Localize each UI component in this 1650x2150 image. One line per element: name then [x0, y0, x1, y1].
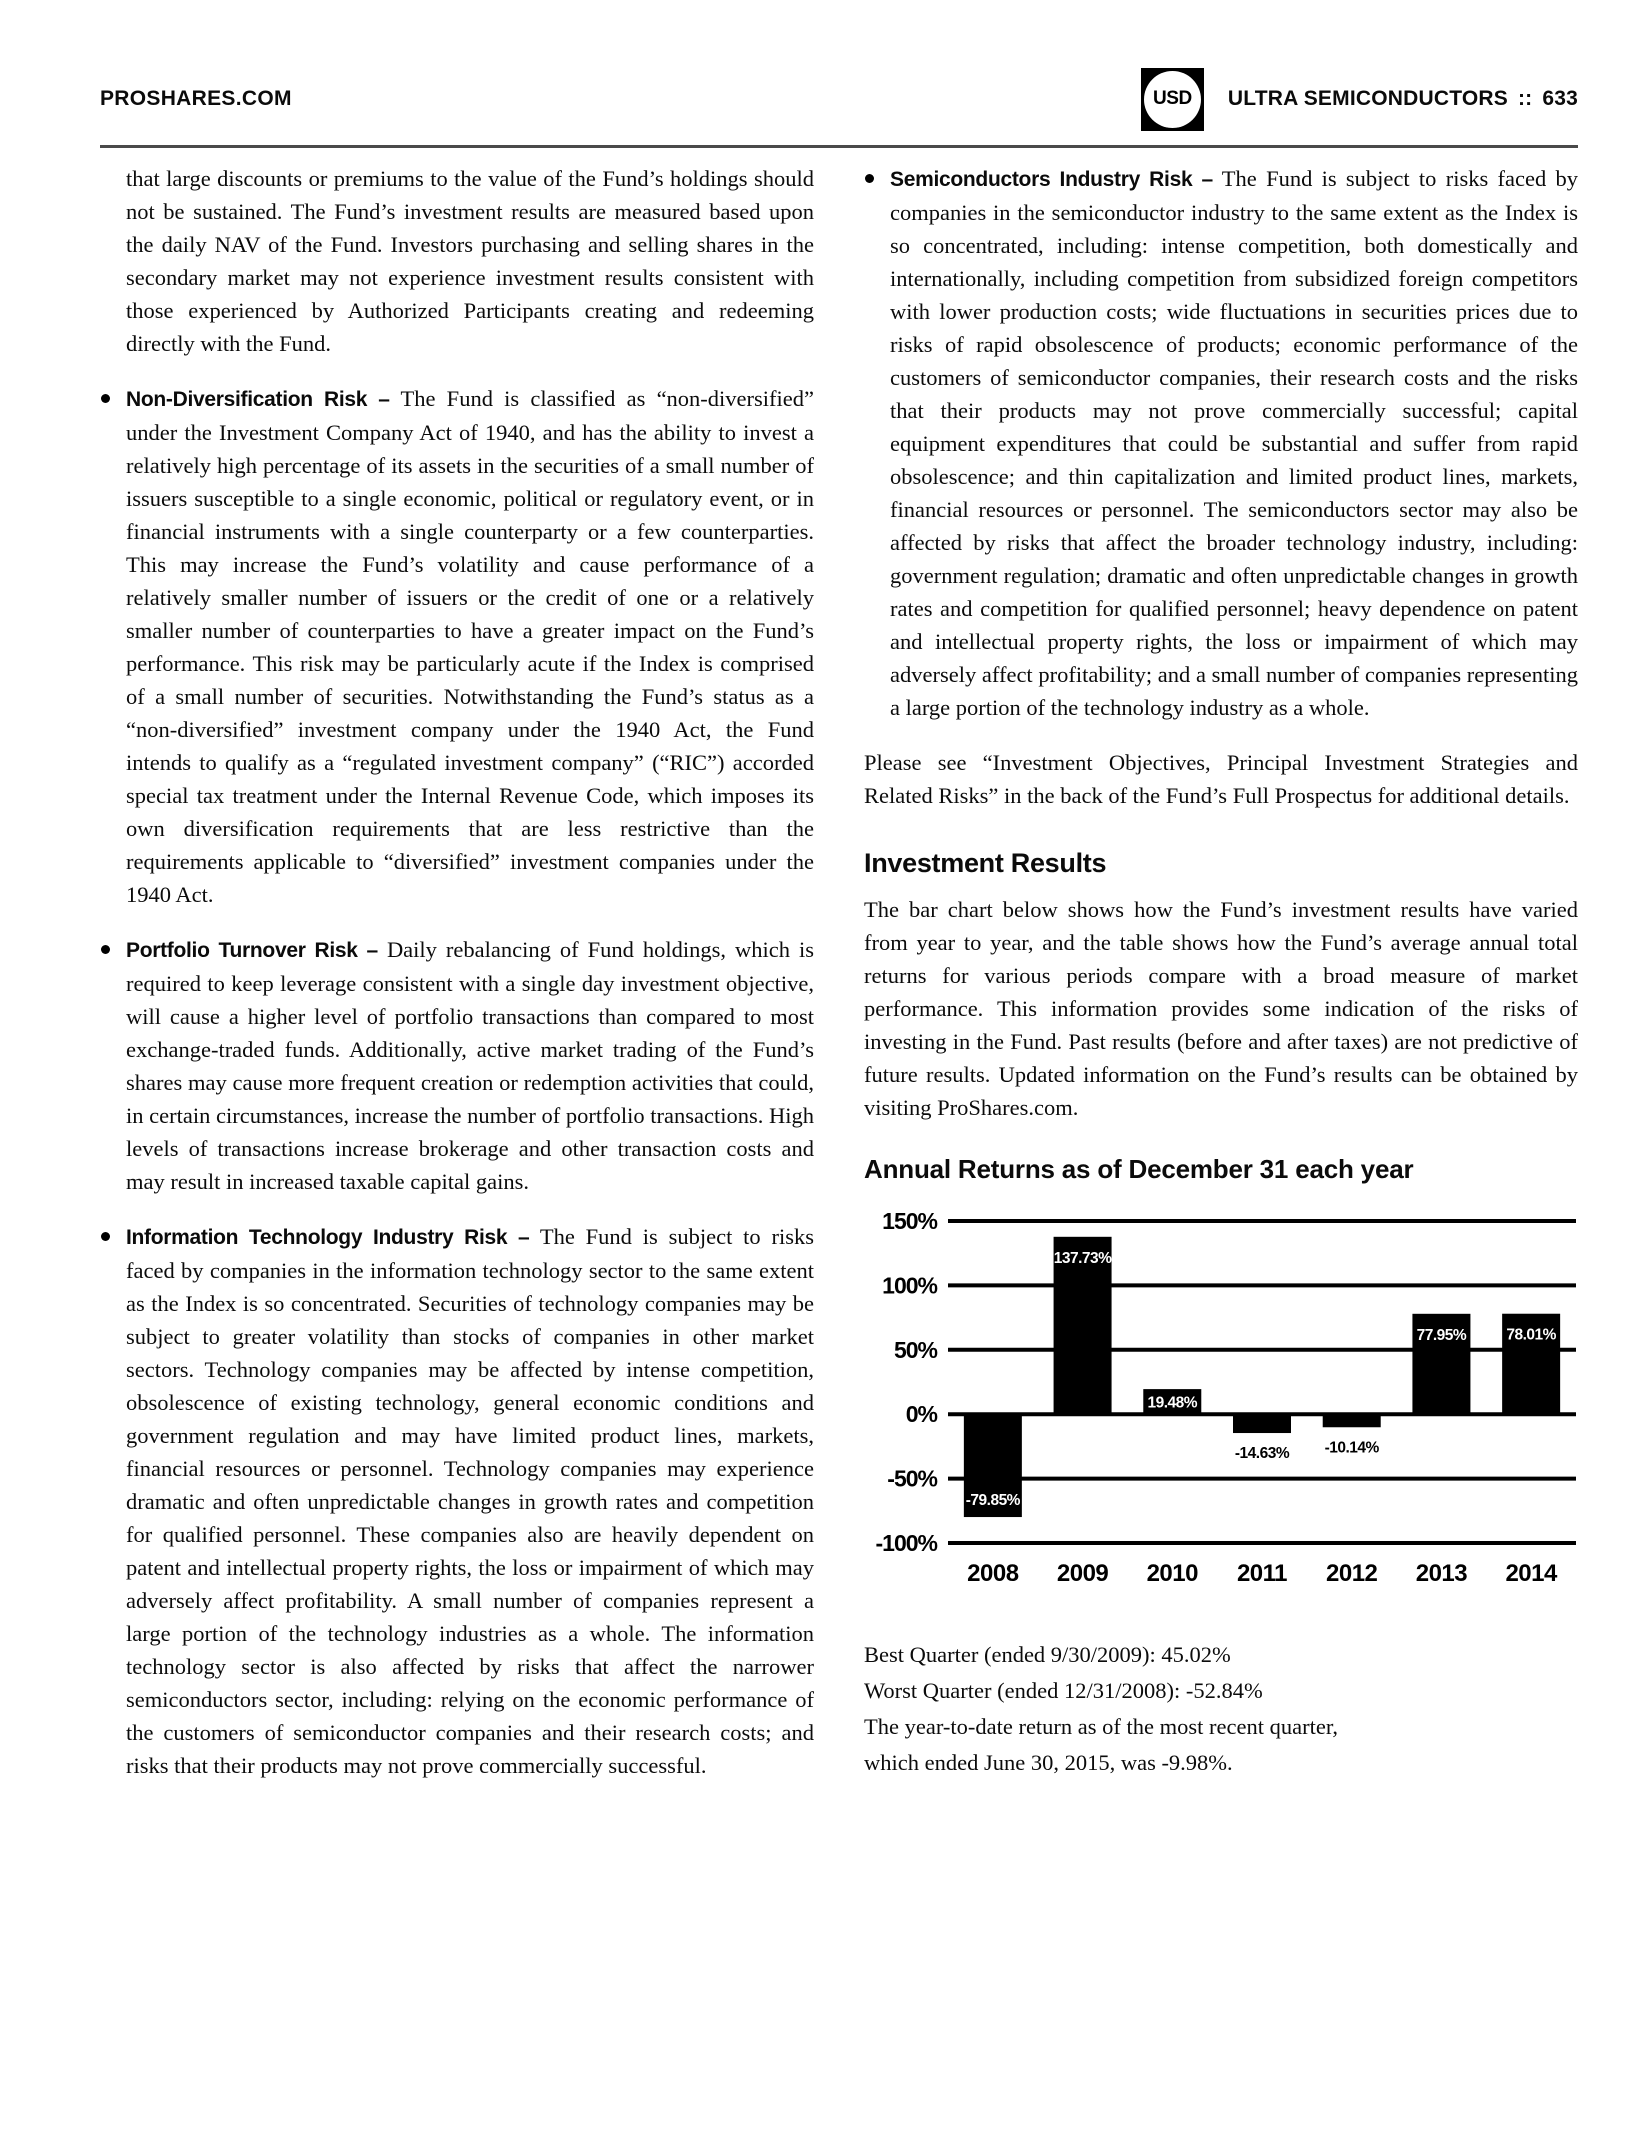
- risk-text: The Fund is subject to risks faced by companies in the information technology sector to the same extent as the Index is so concentrated. Securities of technology companies may be subject to greater volatility than stocks of companies in other market sectors. Technology companies may be affected by intense competition, obsolescence of existing technology, general economic conditions and government regulation and may have limited product lines, markets, financial resources or personnel. Technology companies may experience dramatic and often unpredictable changes in growth rates and competition for qualified personnel. These companies also are heavily dependent on patent and intellectual property rights, the loss or impairment of which may adversely affect profitability. A small number of companies represent a large portion of the technology industries as a whole. The information technology sector is also affected by risks that affect the narrower semiconductors sector, including: relying on the economic performance of the customers of semiconductor companies and their research costs; and risks that their products may not prove commercially successful.: [126, 1224, 815, 1778]
- chart-title: Annual Returns as of December 31 each year: [864, 1154, 1414, 1184]
- y-tick-100%: 100%: [882, 1272, 937, 1299]
- bullet-marker-icon: [101, 945, 110, 954]
- risk-heading: Information Technology Industry Risk –: [126, 1226, 530, 1249]
- risk-heading: Non-Diversification Risk –: [126, 388, 390, 411]
- bar-2012: [1323, 1414, 1381, 1427]
- y-tick-150%: 150%: [882, 1208, 937, 1234]
- bar-chart-svg: [864, 1205, 1578, 1607]
- y-tick-0%: 0%: [905, 1401, 937, 1428]
- site-url: PROSHARES.COM: [100, 87, 292, 110]
- header-right: [1141, 68, 1578, 131]
- bar-label-2010: 19.48%: [1147, 1394, 1198, 1412]
- bar-label-2011: -14.63%: [1234, 1445, 1290, 1463]
- bullet-marker-icon: [865, 174, 874, 183]
- ytd-note-line2: which ended June 30, 2015, was -9.98%.: [864, 1750, 1233, 1775]
- bar-2011: [1233, 1414, 1291, 1433]
- risk-heading: Semiconductors Industry Risk –: [890, 168, 1213, 191]
- bullet-semiconductors-industry-risk: [864, 162, 1578, 724]
- intro-paragraph: that large discounts or premiums to the value of the Fund’s holdings should not be sustained. The Fund’s investment results are measured based upon the daily NAV of the Fund. Investors purchasing and selling shares in the secondary market may not experience investment results consistent with those experienced by Authorized Participants creating and redeeming directly with the Fund.: [126, 166, 814, 356]
- annual-returns-bar-chart: [864, 1205, 1578, 1607]
- bullet-paragraph: [126, 933, 814, 1198]
- bullet-paragraph: [126, 382, 814, 911]
- fund-title: [1228, 87, 1578, 111]
- risk-text: The Fund is classified as “non-diversified” under the Investment Company Act of 1940, and has the ability to invest a relatively high percentage of its assets in the securities of a small number of issuers susceptible to a single economic, political or regulatory event, or in financial instruments with a single counterparty or a few counterparties. This may increase the Fund’s volatility and cause performance of a relatively smaller number of issuers or the credit of one or a relatively smaller number of counterparties to have a greater impact on the Fund’s performance. This risk may be particularly acute if the Index is comprised of a small number of securities. Notwithstanding the Fund’s status as a “non-diversified” investment company under the 1940 Act, the Fund intends to qualify as a “regulated investment company” (“RIC”) accorded special tax treatment under the Internal Revenue Code, which imposes its own diversification requirements that are less restrictive than the requirements applicable to “diversified” investment companies under the 1940 Act.: [126, 386, 814, 907]
- page-header: [100, 66, 1578, 132]
- bar-label-2013: 77.95%: [1416, 1326, 1467, 1344]
- investment-results-paragraph: The bar chart below shows how the Fund’s investment results have varied from year to year, and the table shows how the Fund’s average annual total returns for various periods compare with a broad measure of market performance. This information provides some indication of the risks of investing in the Fund. Past results (before and after taxes) are not predictive of future results. Updated information on the Fund’s results can be obtained by visiting ProShares.com.: [864, 897, 1578, 1120]
- worst-quarter-note: Worst Quarter (ended 12/31/2008): -52.84%: [864, 1678, 1263, 1703]
- two-column-body: [100, 162, 1578, 1804]
- bullet-paragraph: [126, 1220, 814, 1782]
- investment-results-heading: Investment Results: [864, 848, 1107, 878]
- ticker-circle: [1144, 71, 1201, 128]
- page-number: 633: [1542, 87, 1578, 110]
- bullet-marker-icon: [101, 394, 110, 403]
- risk-heading: Portfolio Turnover Risk –: [126, 939, 378, 962]
- please-see-paragraph: Please see “Investment Objectives, Principal Investment Strategies and Related Risks” in the back of the Fund’s Full Prospectus for additional details.: [864, 750, 1578, 808]
- x-tick-2009: 2009: [1056, 1560, 1109, 1587]
- y-tick--50%: -50%: [887, 1465, 937, 1492]
- y-tick--100%: -100%: [875, 1530, 937, 1556]
- bar-label-2012: -10.14%: [1324, 1439, 1379, 1457]
- left-column: [100, 162, 814, 1804]
- header-rule: [100, 145, 1578, 148]
- fund-name: ULTRA SEMICONDUCTORS: [1227, 87, 1508, 110]
- x-tick-2012: 2012: [1326, 1560, 1378, 1587]
- risk-text: The Fund is subject to risks faced by companies in the semiconductor industry to the same extent as the Index is so concentrated, including: intense competition, both domestically and internationally, including competition from subsidized foreign competitors with lower production costs; wide fluctuations in securities prices due to risks of rapid obsolescence of products; economic performance of the customers of semiconductor companies, their research costs and the risks that their products may not prove commercially successful; capital equipment expenditures that could be substantial and suffer from rapid obsolescence; and thin capitalization and limited product lines, markets, financial resources or personnel. The semiconductors sector may also be affected by risks that affect the broader technology industry, including: government regulation; dramatic and often unpredictable changes in growth rates and competition for qualified personnel; heavy dependence on patent and intellectual property rights, the loss or impairment of which may adversely affect profitability; and a small number of companies representing a large portion of the technology industry as a whole.: [890, 166, 1578, 720]
- x-tick-2010: 2010: [1146, 1560, 1198, 1587]
- right-column: [864, 162, 1578, 1804]
- x-tick-2011: 2011: [1236, 1560, 1288, 1587]
- bar-label-2014: 78.01%: [1506, 1326, 1556, 1344]
- bar-label-2008: -79.85%: [965, 1492, 1020, 1510]
- risk-text: Daily rebalancing of Fund holdings, which is required to keep leverage consistent with a single day investment objective, will cause a higher level of portfolio transactions than compared to most exchange-traded funds. Additionally, active market trading of the Fund’s shares may cause more frequent creation or redemption activities that could, in certain circumstances, increase the number of portfolio transactions. High levels of transactions increase brokerage and other transaction costs and may result in increased taxable capital gains.: [126, 937, 814, 1194]
- ticker-text: USD: [1153, 88, 1192, 109]
- bullet-non-diversification-risk: [100, 382, 814, 911]
- x-tick-2013: 2013: [1415, 1560, 1468, 1587]
- quarter-notes: [864, 1637, 1578, 1781]
- x-tick-2014: 2014: [1505, 1560, 1557, 1587]
- bullet-paragraph: [890, 162, 1578, 724]
- page-separator: ::: [1517, 87, 1533, 110]
- best-quarter-note: Best Quarter (ended 9/30/2009): 45.02%: [864, 1642, 1231, 1667]
- bullet-information-technology-risk: [100, 1220, 814, 1782]
- bullet-marker-icon: [101, 1232, 110, 1241]
- y-tick-50%: 50%: [893, 1336, 937, 1363]
- x-tick-2008: 2008: [967, 1560, 1019, 1587]
- fund-ticker-badge: [1141, 68, 1204, 131]
- ytd-note-line1: The year-to-date return as of the most recent quarter,: [864, 1714, 1339, 1739]
- bullet-portfolio-turnover-risk: [100, 933, 814, 1198]
- bar-label-2009: 137.73%: [1053, 1249, 1112, 1267]
